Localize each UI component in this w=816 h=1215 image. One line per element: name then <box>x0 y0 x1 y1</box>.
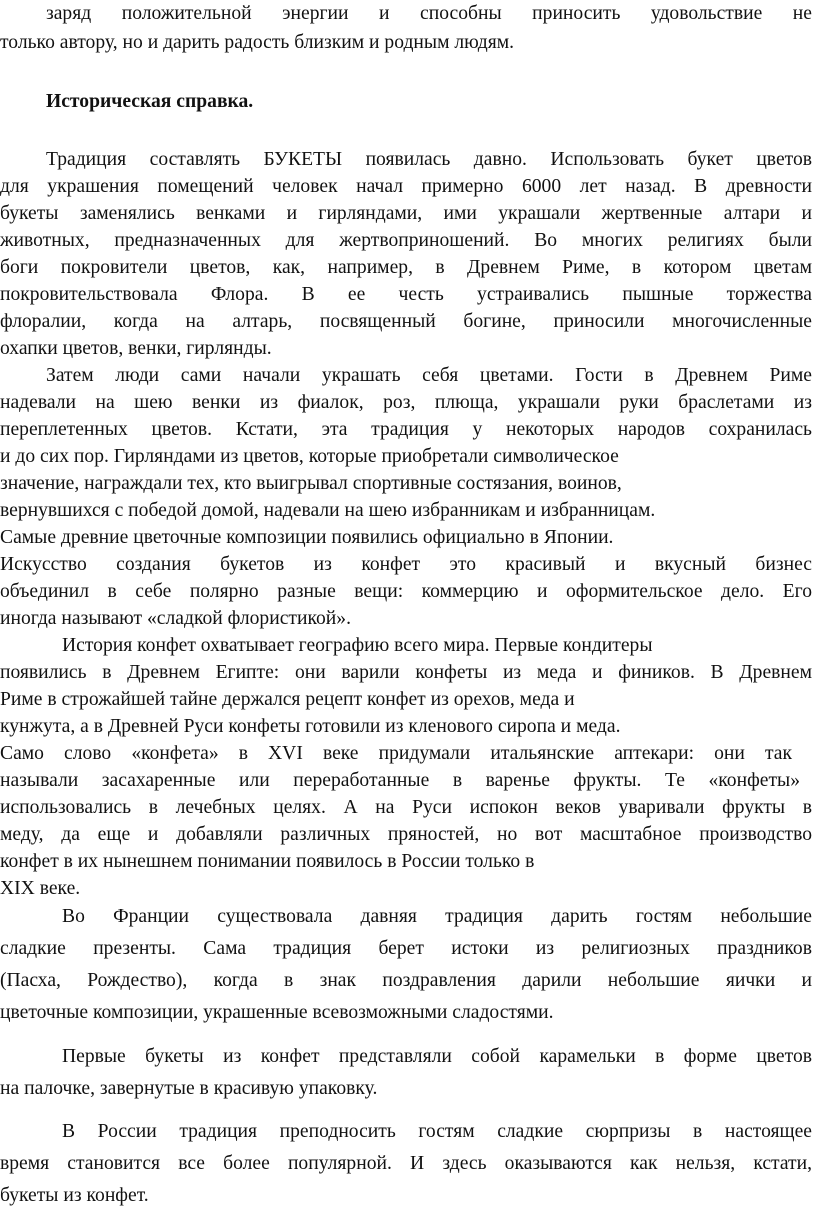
text-line: Традиция составлять БУКЕТЫ появилась давно. Использовать букет цветов <box>46 149 812 170</box>
section-heading: Историческая справка. <box>46 91 254 112</box>
text-line: Искусство создания букетов из конфет это красивый и вкусный бизнес <box>0 554 812 575</box>
text-line: для украшения помещений человек начал примерно 6000 лет назад. В древности <box>0 176 812 197</box>
text-line: переплетенных цветов. Кстати, эта традиция у некоторых народов сохранилась <box>0 419 812 440</box>
text-line: сладкие презенты. Сама традиция берет истоки из религиозных праздников <box>0 938 812 959</box>
text-line: только автору, но и дарить радость близким и родным людям. <box>0 32 515 53</box>
text-line: флоралии, когда на алтарь, посвященный богине, приносили многочисленные <box>0 311 812 332</box>
text-line: на палочке, завернутые в красивую упаковку. <box>0 1078 378 1099</box>
text-line: цветочные композиции, украшенные всевозможными сладостями. <box>0 1002 554 1023</box>
text-line: появились в Древнем Египте: они варили конфеты из меда и фиников. В Древнем <box>0 662 812 683</box>
text-line: XIX веке. <box>0 878 81 899</box>
text-line: объединил в себе полярно разные вещи: коммерцию и оформительское дело. Его <box>0 581 812 602</box>
text-line: заряд положительной энергии и способны приносить удовольствие не <box>46 3 812 24</box>
text-line: Во Франции существовала давняя традиция дарить гостям небольшие <box>62 906 812 927</box>
text-line: использовались в лечебных целях. А на Руси испокон веков уваривали фрукты в <box>0 797 812 818</box>
text-line: время становится все более популярной. И здесь оказываются как нельзя, кстати, <box>0 1153 812 1174</box>
text-line: меду, да еще и добавляли различных пряностей, но вот масштабное производство <box>0 824 812 845</box>
text-line: вернувшихся с победой домой, надевали на шею избранникам и избранницам. <box>0 500 656 521</box>
text-line: (Пасха, Рождество), когда в знак поздравления дарили небольшие яички и <box>0 970 812 991</box>
text-line: конфет в их нынешнем понимании появилось в России только в <box>0 851 535 872</box>
text-line: Риме в строжайшей тайне держался рецепт конфет из орехов, меда и <box>0 689 575 710</box>
text-line: называли засахаренные или переработанные в варенье фрукты. Те «конфеты» <box>0 770 800 791</box>
text-line: Затем люди сами начали украшать себя цветами. Гости в Древнем Риме <box>46 365 812 386</box>
text-line: Само слово «конфета» в XVI веке придумали итальянские аптекари: они так <box>0 743 792 764</box>
text-line: значение, награждали тех, кто выигрывал спортивные состязания, воинов, <box>0 473 622 494</box>
text-line: букеты из конфет. <box>0 1185 149 1206</box>
text-line: покровительствовала Флора. В ее честь устраивались пышные торжества <box>0 284 812 305</box>
text-line: История конфет охватывает географию всего мира. Первые кондитеры <box>62 635 653 656</box>
text-line: В России традиция преподносить гостям сладкие сюрпризы в настоящее <box>62 1121 812 1142</box>
text-line: Первые букеты из конфет представляли собой карамельки в форме цветов <box>62 1046 812 1067</box>
text-line: надевали на шею венки из фиалок, роз, плюща, украшали руки браслетами из <box>0 392 812 413</box>
text-line: животных, предназначенных для жертвоприношений. Во многих религиях были <box>0 230 812 251</box>
text-line: охапки цветов, венки, гирлянды. <box>0 338 272 359</box>
text-line: иногда называют «сладкой флористикой». <box>0 608 351 629</box>
text-line: букеты заменялись венками и гирляндами, ими украшали жертвенные алтари и <box>0 203 812 224</box>
text-line: Самые древние цветочные композиции появились официально в Японии. <box>0 527 614 548</box>
text-line: кунжута, а в Древней Руси конфеты готовили из кленового сиропа и меда. <box>0 716 621 737</box>
text-line: и до сих пор. Гирляндами из цветов, которые приобретали символическое <box>0 446 619 467</box>
text-line: боги покровители цветов, как, например, в Древнем Риме, в котором цветам <box>0 257 812 278</box>
